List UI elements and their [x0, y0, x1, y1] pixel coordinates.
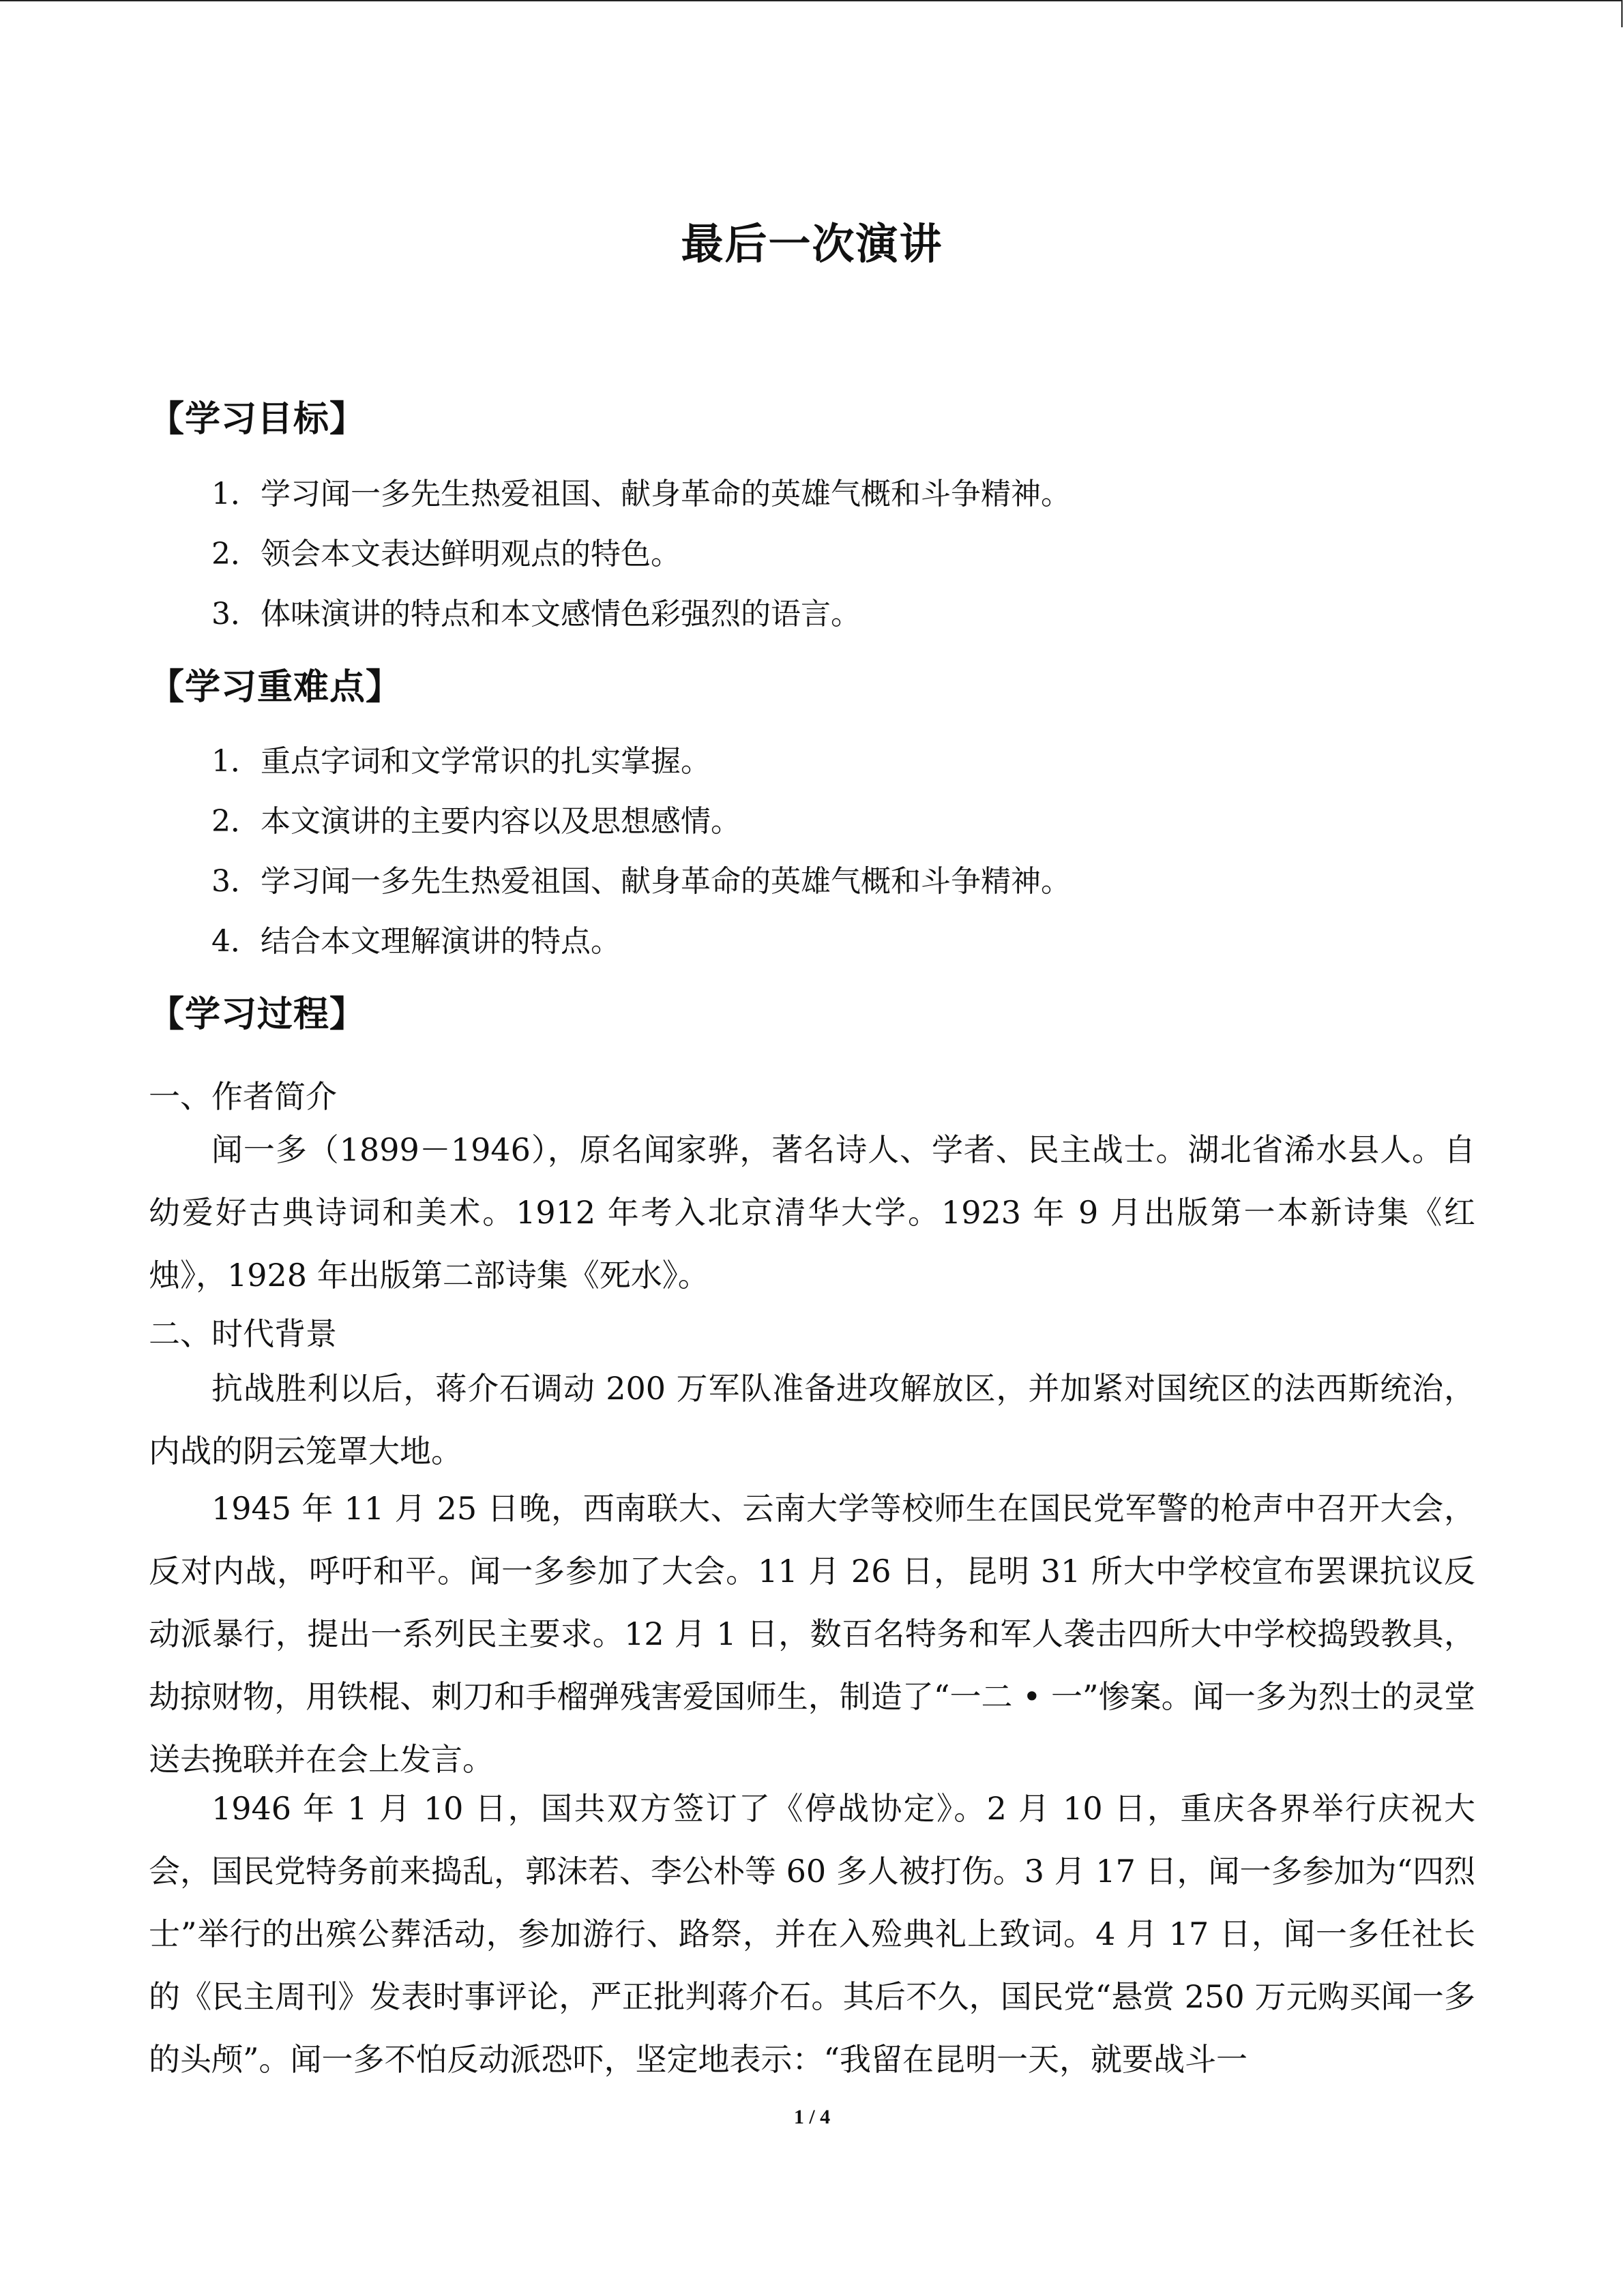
background-paragraph-1: 抗战胜利以后，蒋介石调动 200 万军队准备进攻解放区，并加紧对国统区的法西斯统治，内战的阴云笼罩大地。 — [149, 1370, 1475, 1470]
author-intro-paragraph: 闻一多（1899－1946），原名闻家骅，著名诗人、学者、民主战士。湖北省浠水县人。自幼爱好古典诗词和美术。1912 年考入北京清华大学。1923 年 9 月出版第一本新诗集《红烛》，1928 年出版第二部诗集《死水》。 — [149, 1131, 1475, 1294]
page-top-border — [0, 0, 1623, 27]
key-point-item-2: 2．本文演讲的主要内容以及思想感情。 — [211, 804, 741, 839]
objective-item-2: 2．领会本文表达鲜明观点的特色。 — [211, 537, 681, 571]
author-intro-heading: 一、作者简介 — [149, 1078, 337, 1115]
background-heading: 二、时代背景 — [149, 1315, 337, 1352]
background-paragraph-3: 1946 年 1 月 10 日，国共双方签订了《停战协定》。2 月 10 日，重庆各界举行庆祝大会，国民党特务前来捣乱，郭沫若、李公朴等 60 多人被打伤。3 月 17 日，闻一多参加为“四烈士”举行的出殡公葬活动，参加游行、路祭，并在入殓典礼上致词。4 月 17 日，闻一多任社长的《民主周刊》发表时事评论，严正批判蒋介石。其后不久，国民党“悬赏 250 万元购买闻一多的头颅”。闻一多不怕反动派恐吓，坚定地表示：“我留在昆明一天，就要战斗一 — [149, 1790, 1475, 2078]
background-paragraph-2: 1945 年 11 月 25 日晚，西南联大、云南大学等校师生在国民党军警的枪声中召开大会，反对内战，呼吁和平。闻一多参加了大会。11 月 26 日，昆明 31 所大中学校宣布罢课抗议反动派暴行，提出一系列民主要求。12 月 1 日，数百名特务和军人袭击四所大中学校捣毁教具，劫掠财物，用铁棍、刺刀和手榴弹残害爱国师生，制造了“一二 • 一”惨案。闻一多为烈士的灵堂送去挽联并在会上发言。 — [149, 1490, 1475, 1778]
objective-item-3: 3．体味演讲的特点和本文感情色彩强烈的语言。 — [211, 597, 861, 631]
key-point-item-1: 1．重点字词和文学常识的扎实掌握。 — [211, 744, 711, 779]
page-number: 1 / 4 — [793, 2106, 831, 2128]
process-heading: 【学习过程】 — [149, 994, 366, 1035]
key-point-item-3: 3．学习闻一多先生热爱祖国、献身革命的英雄气概和斗争精神。 — [211, 864, 1071, 899]
key-point-item-4: 4．结合本文理解演讲的特点。 — [211, 924, 621, 959]
key-points-heading: 【学习重难点】 — [149, 666, 402, 708]
objectives-heading: 【学习目标】 — [149, 398, 366, 440]
objective-item-1: 1．学习闻一多先生热爱祖国、献身革命的英雄气概和斗争精神。 — [211, 477, 1071, 511]
page-title: 最后一次演讲 — [681, 219, 943, 269]
